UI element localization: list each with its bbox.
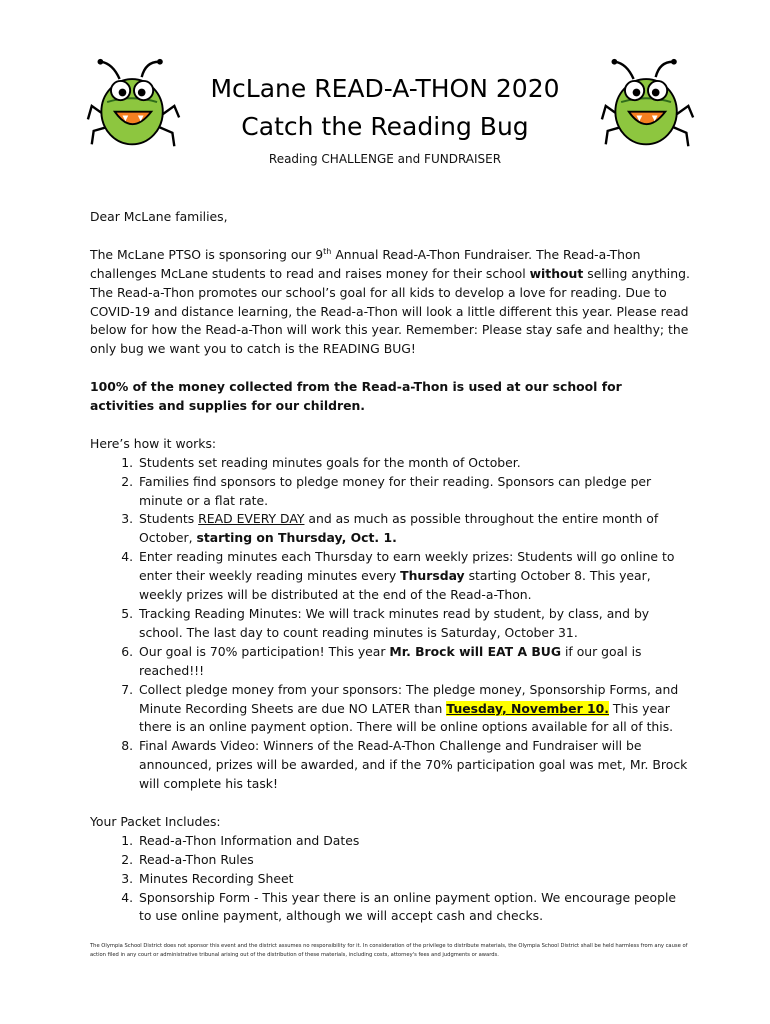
list-item: 2. Families find sponsors to pledge money for their reading. Sponsors can pledge per minute or a flat rate.: [137, 473, 690, 511]
how-it-works-list: [90, 454, 690, 794]
list-item: 2. Read-a-Thon Rules: [137, 851, 690, 870]
list-item: 8. Final Awards Video: Winners of the Read-A-Thon Challenge and Fundraiser will be announced, prizes will be awarded, and if the 70% participation goal was met, Mr. Brock will complete his task!: [137, 737, 690, 794]
list-item: 1. Read-a-Thon Information and Dates: [137, 832, 690, 851]
list-item: 1. Students set reading minutes goals for the month of October.: [137, 454, 690, 473]
packet-heading: Your Packet Includes:: [90, 813, 221, 829]
title-line-1: McLane READ-A-THON 2020: [210, 74, 560, 103]
list-item: 5. Tracking Reading Minutes: We will track minutes read by student, by class, and by school. The last day to count reading minutes is Saturday, October 31.: [137, 605, 690, 643]
greeting: Dear McLane families,: [90, 209, 228, 224]
district-disclaimer: The Olympia School District does not sponsor this event and the district assumes no responsibility for it. In consideration of the privilege to distribute materials, the Olympia School District shall be held harmless from any cause of action filed in any court or administrative tribunal arising out of the distribution of these materials, including costs, attorney's fees and judgments or awards.: [90, 943, 688, 958]
money-note: 100% of the money collected from the Read-a-Thon is used at our school for activities and supplies for our children.: [90, 379, 622, 414]
list-item: 4. Sponsorship Form - This year there is an online payment option. We encourage people to use online payment, although we will accept cash and checks.: [137, 889, 690, 927]
list-item: 6. Our goal is 70% participation! This year Mr. Brock will EAT A BUG if our goal is reached!!!: [137, 643, 690, 681]
page-subtitle: Reading CHALLENGE and FUNDRAISER: [268, 152, 502, 166]
list-item: 4. Enter reading minutes each Thursday to earn weekly prizes: Students will go online to enter their weekly reading minutes every Thursday starting October 8. This year, weekly prizes will be distributed at the end of the Read-a-Thon.: [137, 548, 690, 605]
packet-list: [90, 832, 690, 927]
due-date-highlight: Tuesday, November 10.: [446, 700, 609, 716]
list-item: 7. Collect pledge money from your sponsors: The pledge money, Sponsorship Forms, and Minute Recording Sheets are due NO LATER than Tuesday, November 10. This year there is an online payment option. There will be online options available for all of this.: [137, 681, 690, 738]
letter-body: [90, 208, 690, 926]
page-title: [150, 70, 620, 146]
list-item: 3. Minutes Recording Sheet: [137, 870, 690, 889]
list-item: 3. Students READ EVERY DAY and as much as possible throughout the entire month of October, starting on Thursday, Oct. 1.: [137, 510, 690, 548]
how-it-works-heading: Here’s how it works:: [90, 435, 217, 451]
intro-paragraph: The McLane PTSO is sponsoring our 9th Annual Read-A-Thon Fundraiser. The Read-a-Thon challenges McLane students to read and raises money for their school without selling anything. The Read-a-Thon promotes our school’s goal for all kids to develop a love for reading. Due to COVID-19 and distance learning, the Read-a-Thon will look a little different this year. Please read below for how the Read-a-Thon will work this year. Remember: Please stay safe and healthy; the only bug we want you to catch is the READING BUG!: [90, 246, 690, 357]
title-line-2: Catch the Reading Bug: [241, 112, 529, 141]
